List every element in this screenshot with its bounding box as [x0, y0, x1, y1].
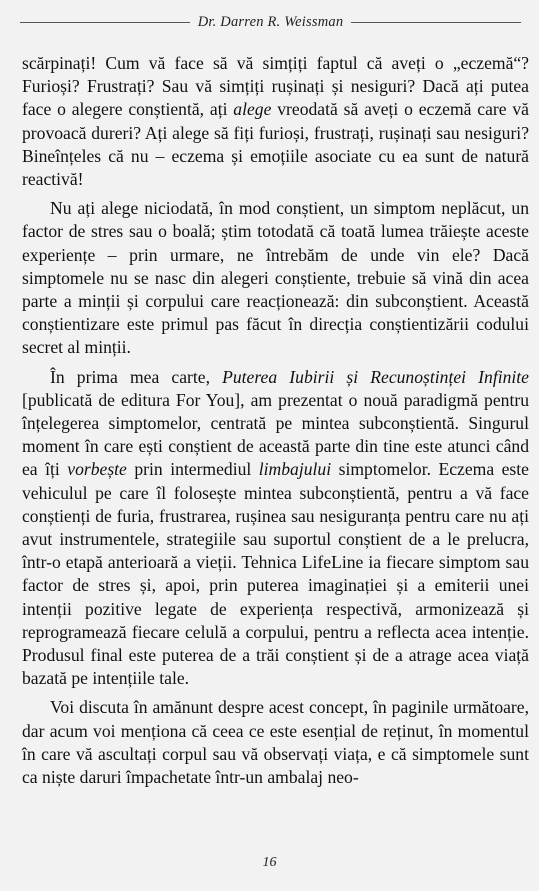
- paragraph-1: [22, 52, 529, 191]
- paragraph-4: [22, 696, 529, 789]
- header-author: Dr. Darren R. Weissman: [197, 14, 344, 30]
- italic-phrase: alege: [233, 99, 272, 120]
- header-rule-right: [351, 22, 521, 23]
- text-run: vreodată să aveți o eczemă care vă provoacă dureri? Ați alege să fiți furioși, frustrați, rușinați sau nesiguri? Bineînțeles că nu – eczema și emoțiile asociate cu ea sunt de natură reactivă!: [22, 99, 529, 190]
- text-run: prin intermediul: [126, 459, 259, 480]
- page-number: 16: [262, 855, 277, 870]
- paragraph-2: [22, 197, 529, 359]
- text-run: [publicată de editura For You], am prezentat o nouă paradigmă pentru înțelegerea simptomelor, centrată pe mintea subconștientă. Singurul moment în care ești conștient de această parte din tine este atunci când ea îți: [22, 389, 529, 480]
- text-run: simptomelor. Eczema este vehiculul pe care îl folosește mintea subconștientă, pentru a vă face conștienți de furia, frustrarea, rușinea sau nesiguranța pentru care nu ați avut instrumentele, strategiile sau suportul conștient de a le prelucra, într-o etapă anterioară a vieții. Tehnica LifeLine ia fiecare simptom sau factor de stres și, apoi, prin puterea imaginației și a emiterii unei intenții pozitive legate de experiența respectivă, armonizează și reprogramează fiecare celulă a corpului, pentru a reflecta acea intenție. Produsul final este puterea de a trăi conștient și de a atrage acea viață bazată pe intențiile tale.: [22, 459, 529, 689]
- text-run: În prima mea carte,: [50, 366, 223, 387]
- text-run: scărpinați! Cum vă face să vă simțiți faptul că aveți o „eczemă“? Furioși? Frustrați? Sau vă simțiți rușinați și nesiguri? Dacă ați putea face o alegere conștientă, ați: [22, 53, 529, 120]
- paragraph-3: [22, 366, 529, 691]
- italic-phrase: vorbește: [67, 459, 127, 480]
- italic-phrase: Puterea Iubirii și Recunoștinței Infinite: [222, 366, 529, 387]
- text-run: Voi discuta în amănunt despre acest concept, în paginile următoare, dar acum voi menționa că ceea ce este esențial de reținut, în momentul în care vă ascultați corpul sau vă observați viața, e că simptomele sunt ca niște daruri împachetate într-un ambalaj neo-: [22, 697, 529, 788]
- text-run: Nu ați alege niciodată, în mod conștient, un simptom neplăcut, un factor de stres sau o boală; știm totodată că toată lumea trăiește aceste experiențe – prin urmare, ne întrebăm de unde vin ele? Dacă simptomele nu se nasc din alegeri conștiente, trebuie să vină din acea parte a minții și corpului care reacționează: din subconștient. Această conștientizare este primul pas făcut în direcția conștientizării codului secret al minții.: [22, 198, 529, 358]
- italic-phrase: limbajului: [258, 459, 332, 480]
- page-body: [22, 52, 529, 789]
- header-rule-left: [20, 22, 190, 23]
- running-header: [20, 14, 521, 31]
